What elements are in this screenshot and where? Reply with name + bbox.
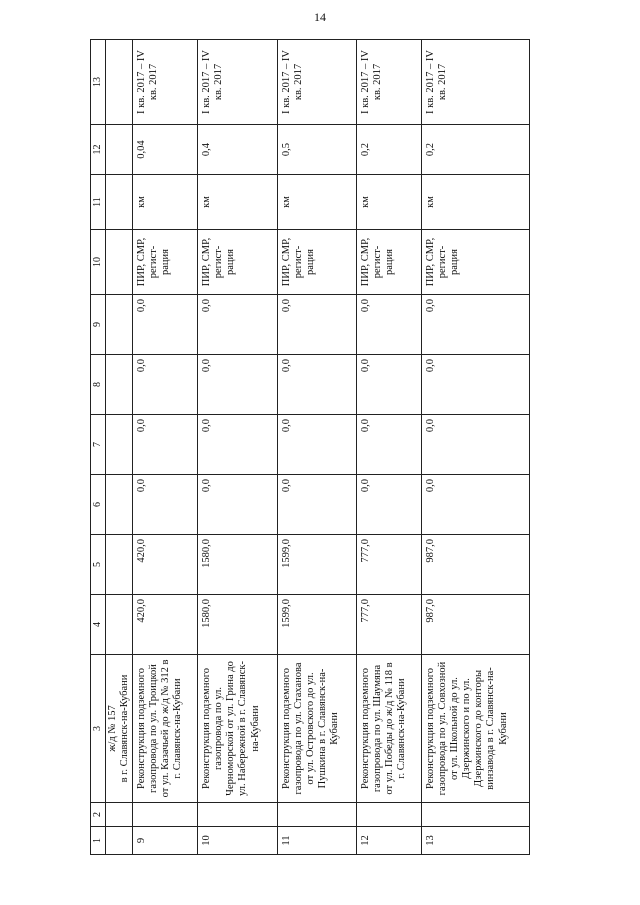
- value-col-5: 777,0: [357, 535, 422, 595]
- value-col-5: 420,0: [133, 535, 198, 595]
- value-col-9: 0,0: [277, 295, 356, 355]
- table-row: [422, 40, 530, 855]
- column-number: 1: [91, 827, 106, 855]
- value-col-9: 0,0: [357, 295, 422, 355]
- value-col-7: 0,0: [277, 415, 356, 475]
- work-type: ПИР, СМР, регист-рация: [277, 230, 356, 295]
- value-col-5: 987,0: [422, 535, 530, 595]
- continuation-name-top: ж/д № 157: [107, 705, 118, 752]
- value-col-6: 0,0: [422, 475, 530, 535]
- table-row: [198, 40, 277, 855]
- row-number: 11: [277, 827, 356, 855]
- quantity: 0,04: [133, 125, 198, 175]
- quantity: 0,5: [277, 125, 356, 175]
- value-col-6: 0,0: [357, 475, 422, 535]
- value-col-7: 0,0: [133, 415, 198, 475]
- rotated-table-wrapper: [90, 40, 530, 855]
- column-number: 11: [91, 175, 106, 230]
- row-empty: [198, 803, 277, 827]
- value-col-9: 0,0: [422, 295, 530, 355]
- row-number: 9: [133, 827, 198, 855]
- value-col-5: 1599,0: [277, 535, 356, 595]
- column-number: 12: [91, 125, 106, 175]
- table-sheet: [90, 40, 530, 855]
- column-number: 2: [91, 803, 106, 827]
- row-empty: [422, 803, 530, 827]
- work-type: ПИР, СМР, регист-рация: [422, 230, 530, 295]
- period: I кв. 2017 – IV кв. 2017: [357, 40, 422, 125]
- continuation-name-bottom: в г. Славянск-на-Кубани: [119, 674, 131, 783]
- value-col-8: 0,0: [277, 355, 356, 415]
- object-name: Реконструкция подземного газопровода по ул. Стаханова от ул. Островского до ул. Пушкина в г. Славянск-на-Кубани: [277, 655, 356, 803]
- quantity: 0,2: [422, 125, 530, 175]
- row-empty: [277, 803, 356, 827]
- table-row: [277, 40, 356, 855]
- value-col-4: 777,0: [357, 595, 422, 655]
- value-col-9: 0,0: [133, 295, 198, 355]
- object-name: Реконструкция подземного газопровода по ул. Троицкой от ул. Казачьей до ж/д № 312 в г. Славянск-на-Кубани: [133, 655, 198, 803]
- period: I кв. 2017 – IV кв. 2017: [198, 40, 277, 125]
- object-name: Реконструкция подземного газопровода по ул. Черноморской от ул. Грина до ул. Набережной в г. Славянск-на-Кубани: [198, 655, 277, 803]
- column-number: 10: [91, 230, 106, 295]
- object-name: Реконструкция подземного газопровода по ул. Шаумяна от ул. Победы до ж/д № 118 в г. Славянск-на-Кубани: [357, 655, 422, 803]
- value-col-6: 0,0: [133, 475, 198, 535]
- value-col-6: 0,0: [277, 475, 356, 535]
- object-name: Реконструкция подземного газопровода по ул. Совхозной от ул. Школьной до ул. Дзержинского и по ул. Дзержинского до конторы винзавода в г. Славянск-на-Кубани: [422, 655, 530, 803]
- value-col-7: 0,0: [357, 415, 422, 475]
- column-number: 6: [91, 475, 106, 535]
- value-col-4: 1580,0: [198, 595, 277, 655]
- quantity: 0,2: [357, 125, 422, 175]
- column-number: 3: [91, 655, 106, 803]
- value-col-5: 1580,0: [198, 535, 277, 595]
- unit: км: [422, 175, 530, 230]
- row-empty: [357, 803, 422, 827]
- work-type: ПИР, СМР, регист-рация: [357, 230, 422, 295]
- unit: км: [133, 175, 198, 230]
- value-col-8: 0,0: [357, 355, 422, 415]
- unit: км: [198, 175, 277, 230]
- value-col-6: 0,0: [198, 475, 277, 535]
- row-number: 12: [357, 827, 422, 855]
- work-type: ПИР, СМР, регист-рация: [133, 230, 198, 295]
- value-col-8: 0,0: [198, 355, 277, 415]
- projects-table: [90, 39, 530, 855]
- column-number: 7: [91, 415, 106, 475]
- column-number: 5: [91, 535, 106, 595]
- value-col-4: 1599,0: [277, 595, 356, 655]
- quantity: 0,4: [198, 125, 277, 175]
- table-row: [133, 40, 198, 855]
- value-col-8: 0,0: [422, 355, 530, 415]
- column-number: 8: [91, 355, 106, 415]
- row-number: 10: [198, 827, 277, 855]
- column-number: 9: [91, 295, 106, 355]
- table-row: [357, 40, 422, 855]
- column-number: 4: [91, 595, 106, 655]
- page-number: 14: [314, 10, 326, 24]
- work-type: ПИР, СМР, регист-рация: [198, 230, 277, 295]
- continuation-name: [106, 655, 133, 803]
- unit: км: [277, 175, 356, 230]
- value-col-7: 0,0: [422, 415, 530, 475]
- continuation-row: [106, 40, 133, 855]
- column-number-row: [91, 40, 106, 855]
- period: I кв. 2017 – IV кв. 2017: [422, 40, 530, 125]
- value-col-9: 0,0: [198, 295, 277, 355]
- value-col-4: 420,0: [133, 595, 198, 655]
- column-number: 13: [91, 40, 106, 125]
- value-col-4: 987,0: [422, 595, 530, 655]
- unit: км: [357, 175, 422, 230]
- value-col-7: 0,0: [198, 415, 277, 475]
- period: I кв. 2017 – IV кв. 2017: [133, 40, 198, 125]
- period: I кв. 2017 – IV кв. 2017: [277, 40, 356, 125]
- value-col-8: 0,0: [133, 355, 198, 415]
- row-empty: [133, 803, 198, 827]
- row-number: 13: [422, 827, 530, 855]
